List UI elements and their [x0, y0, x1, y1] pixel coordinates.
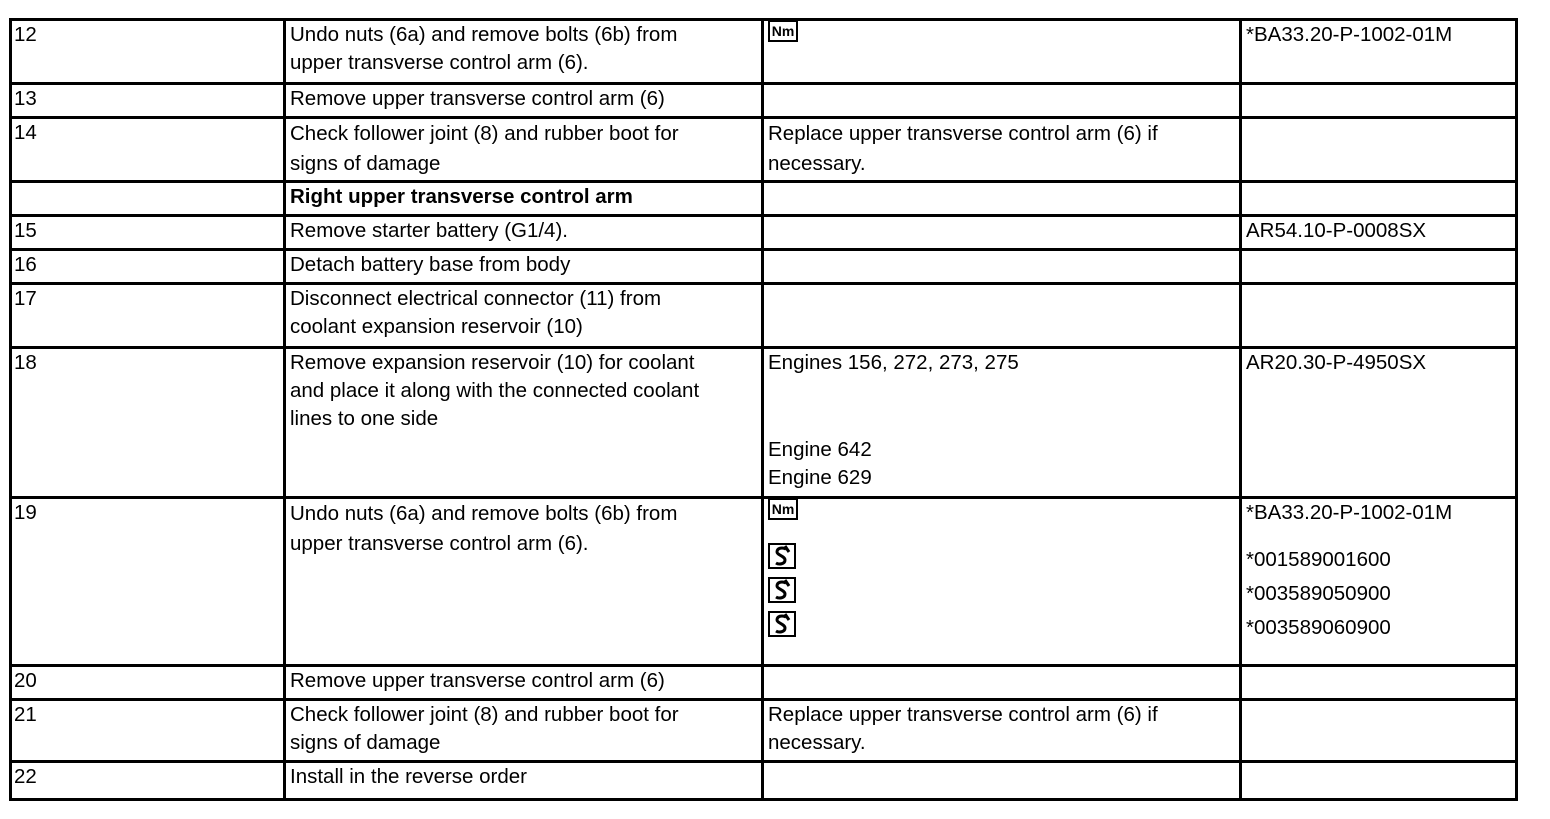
step-description: Undo nuts (6a) and remove bolts (6b) from upper transverse control arm (6).	[285, 20, 763, 84]
nm-icon	[768, 498, 798, 528]
step-reference: *BA33.20-P-1002-01M	[1241, 20, 1517, 84]
table-row	[11, 250, 1517, 284]
step-number: 12	[11, 20, 285, 84]
table-row	[11, 182, 1517, 216]
step-notes	[763, 762, 1241, 800]
table-row	[11, 284, 1517, 348]
table-row	[11, 216, 1517, 250]
section-heading: Right upper transverse control arm	[285, 182, 763, 216]
table-row	[11, 498, 1517, 666]
step-notes	[763, 666, 1241, 700]
step-number: 13	[11, 84, 285, 118]
special-tool-icon	[768, 543, 796, 577]
step-notes	[763, 284, 1241, 348]
step-reference: AR20.30-P-4950SX	[1241, 348, 1517, 498]
step-description: Install in the reverse order	[285, 762, 763, 800]
step-reference	[1241, 182, 1517, 216]
step-notes: Replace upper transverse control arm (6) if necessary.	[763, 118, 1241, 182]
procedure-table	[9, 18, 1518, 801]
step-description: Undo nuts (6a) and remove bolts (6b) from upper transverse control arm (6).	[285, 498, 763, 666]
nm-icon	[768, 20, 798, 50]
step-reference	[1241, 250, 1517, 284]
step-notes: Engines 156, 272, 273, 275 Engine 642 Engine 629	[763, 348, 1241, 498]
step-notes	[763, 182, 1241, 216]
step-notes	[763, 250, 1241, 284]
step-number: 18	[11, 348, 285, 498]
step-notes	[763, 84, 1241, 118]
step-reference	[1241, 762, 1517, 800]
step-number: 21	[11, 700, 285, 762]
table-row	[11, 700, 1517, 762]
step-number: 16	[11, 250, 285, 284]
step-reference	[1241, 666, 1517, 700]
step-notes	[763, 20, 1241, 84]
step-description: Check follower joint (8) and rubber boot for signs of damage	[285, 700, 763, 762]
special-tool-icon	[768, 611, 796, 645]
table-row	[11, 84, 1517, 118]
step-reference	[1241, 284, 1517, 348]
step-description: Remove upper transverse control arm (6)	[285, 84, 763, 118]
svg-text:Nm: Nm	[771, 23, 795, 39]
step-description: Detach battery base from body	[285, 250, 763, 284]
step-notes	[763, 216, 1241, 250]
step-notes	[763, 498, 1241, 666]
step-reference	[1241, 700, 1517, 762]
step-reference	[1241, 118, 1517, 182]
step-reference: AR54.10-P-0008SX	[1241, 216, 1517, 250]
table-row	[11, 666, 1517, 700]
step-number: 15	[11, 216, 285, 250]
svg-text:Nm: Nm	[771, 501, 795, 517]
step-number	[11, 182, 285, 216]
table-row	[11, 118, 1517, 182]
table-row	[11, 20, 1517, 84]
step-number: 17	[11, 284, 285, 348]
step-description: Remove starter battery (G1/4).	[285, 216, 763, 250]
special-tool-icon	[768, 577, 796, 611]
step-description: Remove upper transverse control arm (6)	[285, 666, 763, 700]
step-number: 20	[11, 666, 285, 700]
step-description: Disconnect electrical connector (11) from coolant expansion reservoir (10)	[285, 284, 763, 348]
step-reference	[1241, 84, 1517, 118]
step-description: Check follower joint (8) and rubber boot for signs of damage	[285, 118, 763, 182]
table-row	[11, 762, 1517, 800]
step-description: Remove expansion reservoir (10) for coolant and place it along with the connected coolant lines to one side	[285, 348, 763, 498]
step-number: 22	[11, 762, 285, 800]
step-reference: *BA33.20-P-1002-01M *001589001600 *003589050900 *003589060900	[1241, 498, 1517, 666]
step-notes: Replace upper transverse control arm (6) if necessary.	[763, 700, 1241, 762]
step-number: 19	[11, 498, 285, 666]
step-number: 14	[11, 118, 285, 182]
table-row	[11, 348, 1517, 498]
